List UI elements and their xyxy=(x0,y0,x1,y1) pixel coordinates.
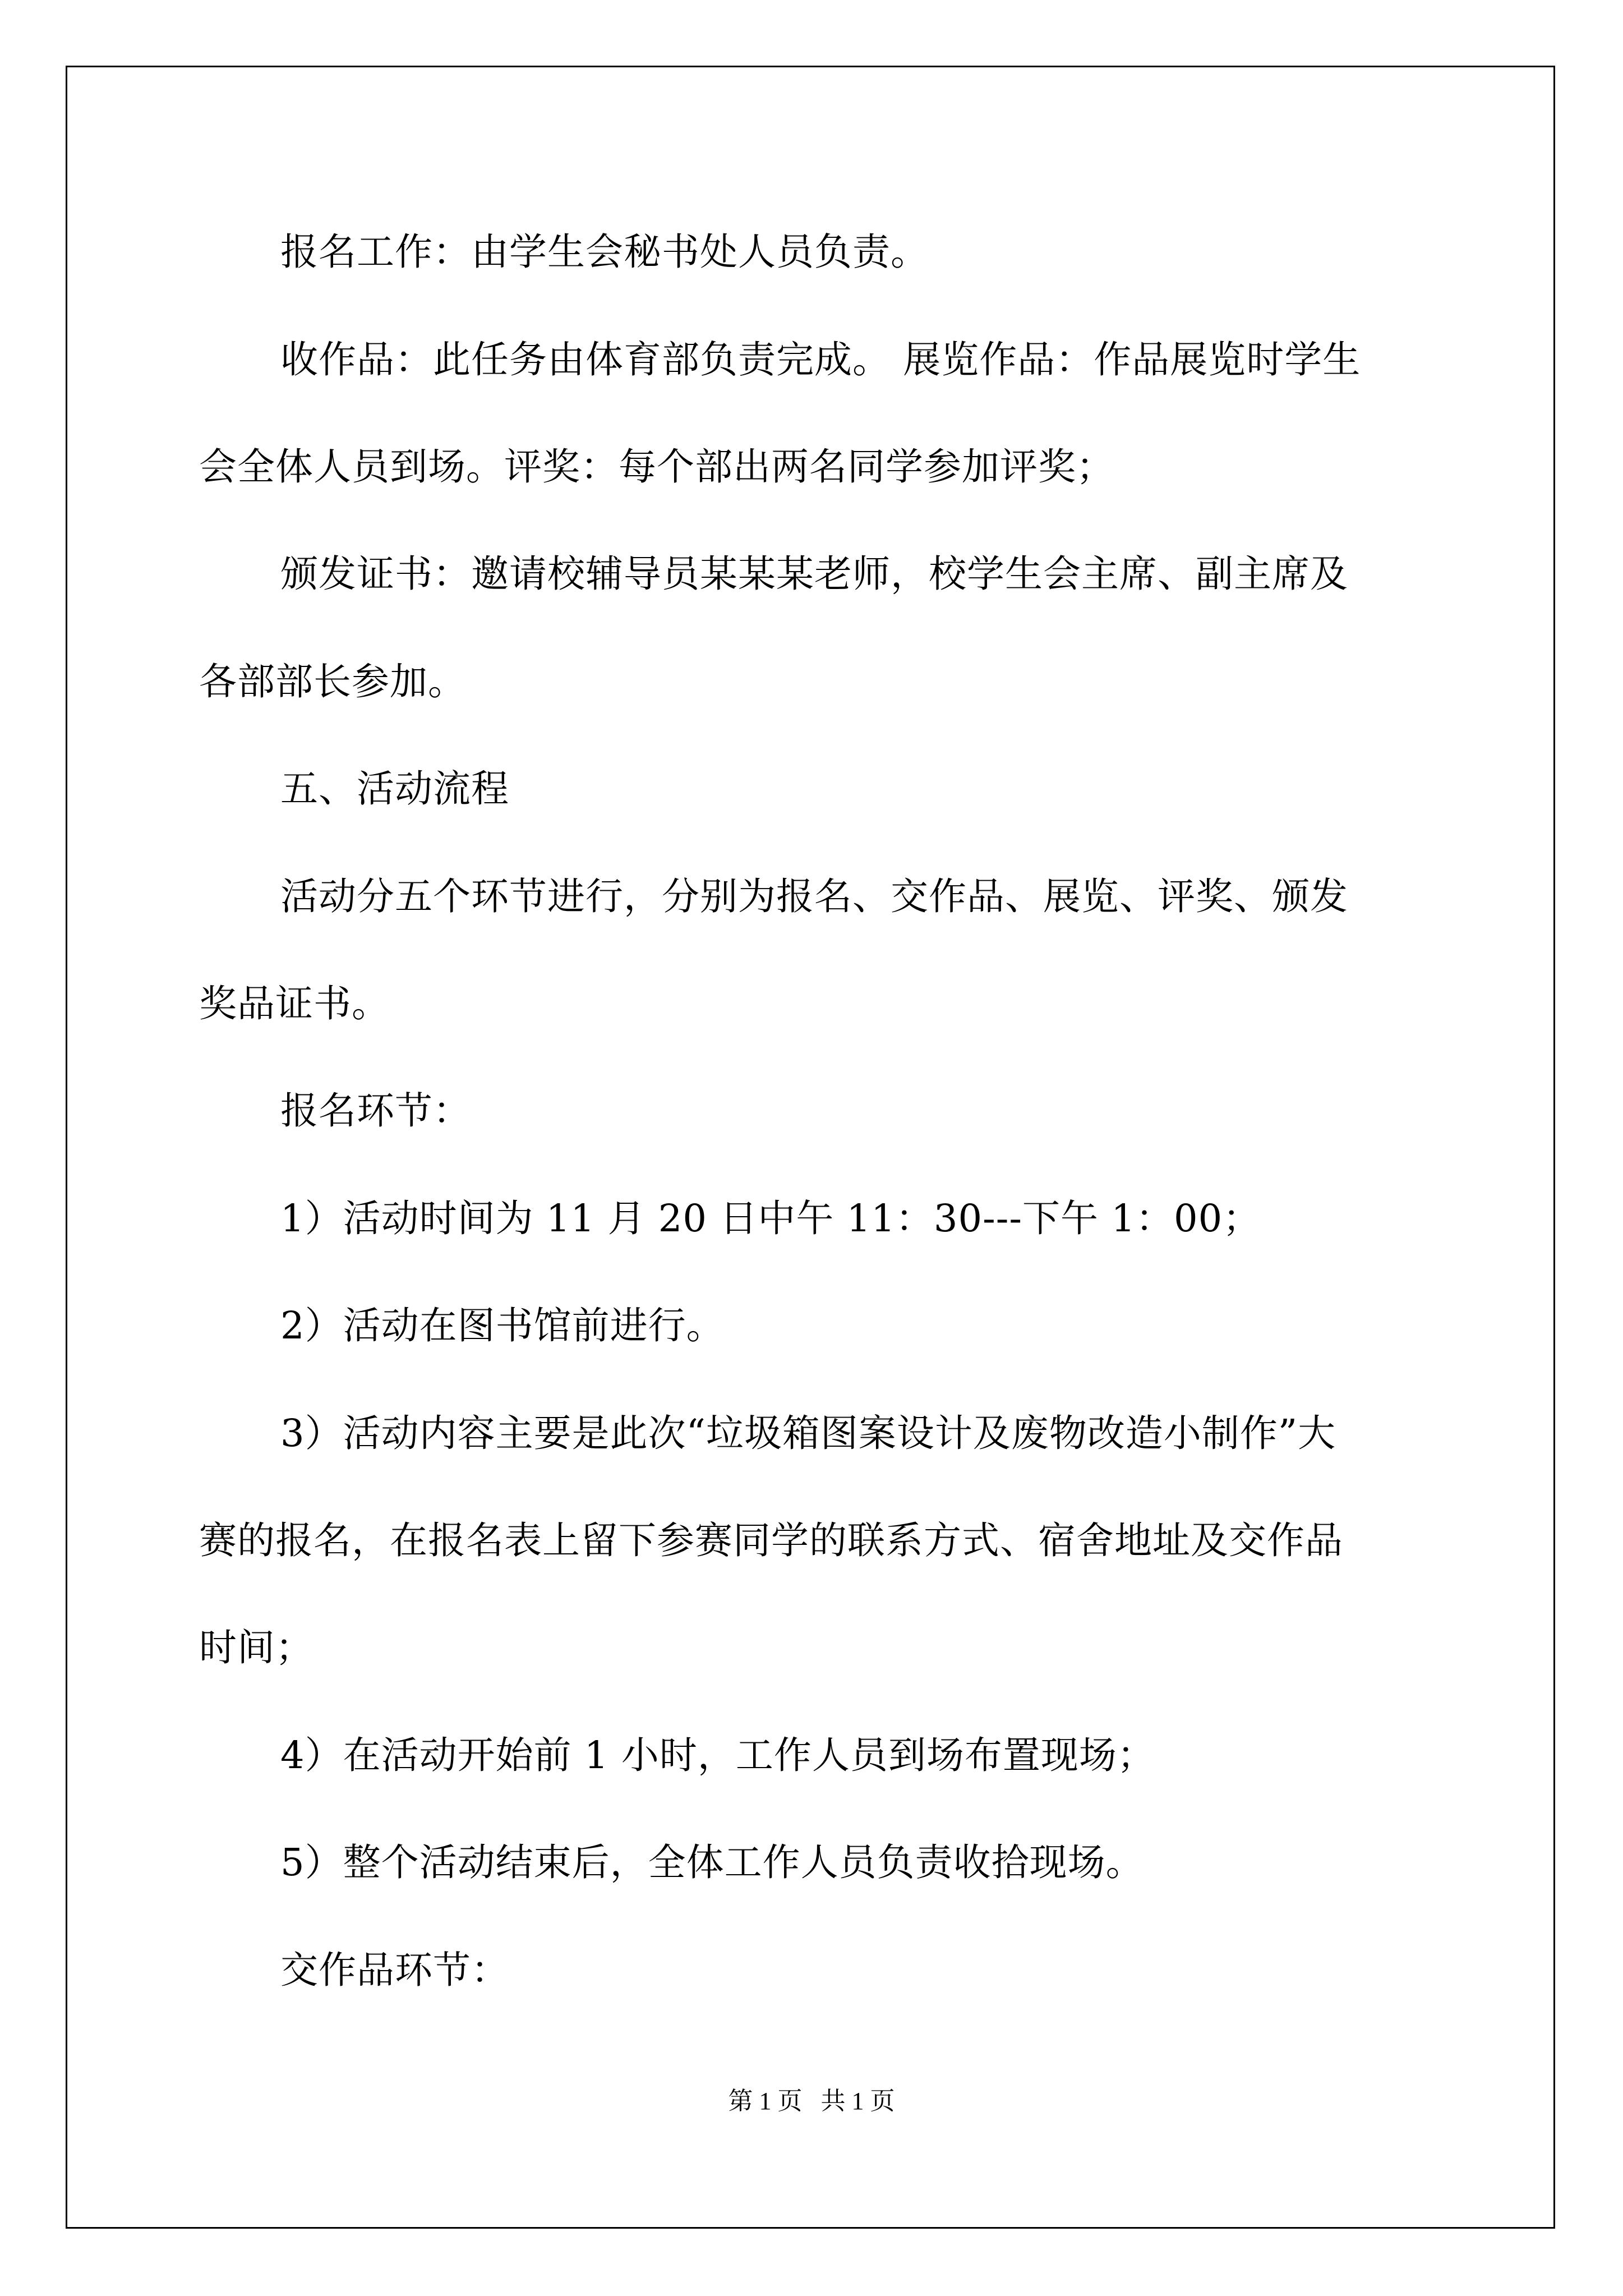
section-heading: 五、活动流程 xyxy=(280,767,509,811)
page-footer: 第 1 页 共 1 页 xyxy=(728,2087,895,2115)
list-item: 2）活动在图书馆前进行。 xyxy=(280,1304,725,1347)
paragraph-line: 报名环节： xyxy=(280,1089,471,1133)
paragraph-line: 时间； xyxy=(199,1626,313,1669)
paragraph-line: 赛的报名，在报名表上留下参赛同学的联系方式、宿舍地址及交作品 xyxy=(199,1519,1343,1562)
page-border xyxy=(66,66,1555,2229)
list-item: 1）活动时间为 11 月 20 日中午 11：30---下午 1：00； xyxy=(280,1197,1261,1240)
list-item: 4）在活动开始前 1 小时，工作人员到场布置现场； xyxy=(280,1733,1155,1777)
paragraph-line: 报名工作：由学生会秘书处人员负责。 xyxy=(280,230,929,274)
paragraph-line: 活动分五个环节进行，分别为报名、交作品、展览、评奖、颁发 xyxy=(280,875,1348,918)
list-item: 5）整个活动结束后，全体工作人员负责收拾现场。 xyxy=(280,1841,1144,1884)
paragraph-line: 会全体人员到场。评奖：每个部出两名同学参加评奖； xyxy=(199,445,1114,489)
paragraph-line: 交作品环节： xyxy=(280,1948,509,1992)
paragraph-line: 各部部长参加。 xyxy=(199,660,466,703)
paragraph-line: 收作品：此任务由体育部负责完成。 展览作品：作品展览时学生 xyxy=(280,338,1361,381)
paragraph-line: 颁发证书：邀请校辅导员某某某老师，校学生会主席、副主席及 xyxy=(280,552,1348,596)
list-item: 3）活动内容主要是此次“垃圾箱图案设计及废物改造小制作”大 xyxy=(280,1411,1336,1455)
paragraph-line: 奖品证书。 xyxy=(199,982,390,1025)
